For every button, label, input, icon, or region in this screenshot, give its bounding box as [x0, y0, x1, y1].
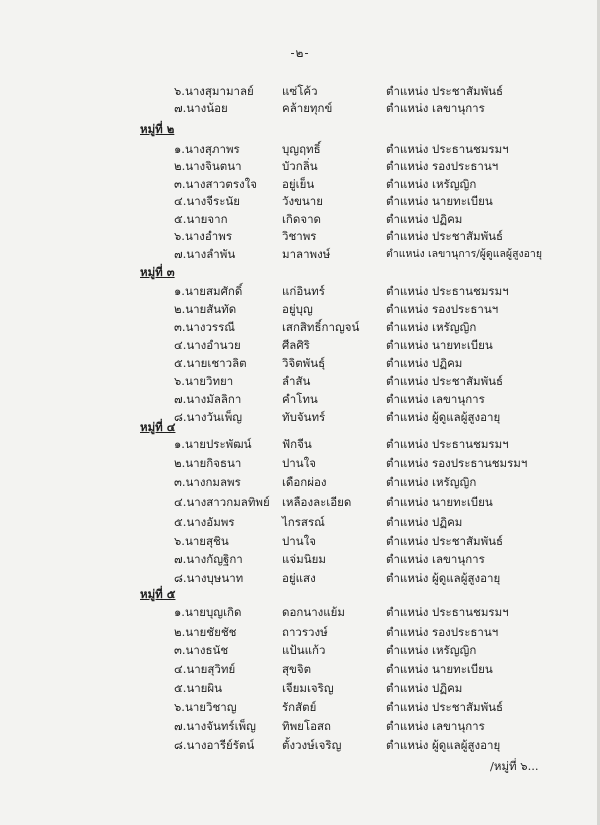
- member-position: ตำแหน่ง เลขานุการ: [386, 552, 485, 566]
- list-item: [0, 551, 600, 568]
- member-name: ๖.นางอำพร: [174, 229, 233, 243]
- list-item: [0, 83, 600, 100]
- list-item: [0, 100, 600, 117]
- list-item: [0, 283, 600, 300]
- member-surname: รักสัตย์: [282, 700, 317, 714]
- member-surname: วิชาพร: [282, 229, 317, 243]
- member-surname: วิจิตพันธุ์: [282, 356, 326, 370]
- member-name: ๒.นายกิจธนา: [174, 456, 242, 470]
- member-surname: แซ่โค้ว: [282, 84, 318, 98]
- member-position: ตำแหน่ง ประธานชมรมฯ: [386, 142, 509, 156]
- member-position: ตำแหน่ง เหรัญญิก: [386, 177, 477, 191]
- member-name: ๓.นางวรรณี: [174, 320, 235, 334]
- list-item: [0, 624, 600, 641]
- member-surname: เดือกผ่อง: [282, 475, 327, 489]
- member-name: ๖.นายวิชาญ: [174, 700, 237, 714]
- member-position: ตำแหน่ง รองประธานฯ: [386, 159, 499, 173]
- member-name: ๑.นางสุภาพร: [174, 142, 240, 156]
- member-surname: แก่อินทร์: [282, 284, 325, 298]
- member-name: ๔.นางอำนวย: [174, 338, 241, 352]
- member-position: ตำแหน่ง รองประธานฯ: [386, 625, 499, 639]
- member-position: ตำแหน่ง ปฏิคม: [386, 515, 463, 529]
- member-surname: ฟักจีน: [282, 437, 312, 451]
- member-surname: บัวกลิ่น: [282, 159, 318, 173]
- group-heading: หมู่ที่ ๔: [140, 420, 176, 434]
- member-position: ตำแหน่ง นายทะเบียน: [386, 662, 493, 676]
- member-position: ตำแหน่ง รองประธานชมรมฯ: [386, 456, 528, 470]
- list-item: [0, 373, 600, 390]
- list-item: [0, 355, 600, 372]
- member-name: ๑.นายสมศักดิ์: [174, 284, 243, 298]
- member-name: ๒.นายชัยชัช: [174, 625, 237, 639]
- member-surname: สุขจิต: [282, 662, 312, 676]
- member-position: ตำแหน่ง ประชาสัมพันธ์: [386, 534, 504, 548]
- group-heading: หมู่ที่ ๕: [140, 587, 176, 601]
- member-surname: ดอกนางแย้ม: [282, 605, 346, 619]
- member-surname: ถาวรวงษ์: [282, 625, 328, 639]
- member-surname: เสกสิทธิ์กาญจน์: [282, 320, 360, 334]
- group-heading: หมู่ที่ ๒: [140, 122, 175, 136]
- list-item: [0, 141, 600, 158]
- member-position: ตำแหน่ง ผู้ดูแลผู้สูงอายุ: [386, 571, 501, 585]
- member-name: ๑.นายบุญเกิด: [174, 605, 242, 619]
- member-name: ๕.นายผิน: [174, 681, 223, 695]
- member-surname: คล้ายทุกข์: [282, 101, 333, 115]
- member-position: ตำแหน่ง เลขานุการ: [386, 392, 485, 406]
- member-name: ๖.นายวิทยา: [174, 374, 234, 388]
- member-name: ๘.นางวันเพ็ญ: [174, 410, 243, 424]
- continuation-note: /หมู่ที่ ๖...: [490, 759, 539, 773]
- member-surname: แป้นแก้ว: [282, 643, 326, 657]
- member-position: ตำแหน่ง ประธานชมรมฯ: [386, 605, 509, 619]
- list-item: [0, 680, 600, 697]
- list-item: [0, 391, 600, 408]
- list-item: [0, 533, 600, 550]
- member-name: ๒.นางจินตนา: [174, 159, 242, 173]
- list-item: [0, 176, 600, 193]
- list-item: [0, 604, 600, 621]
- member-surname: วังขนาย: [282, 194, 323, 208]
- member-name: ๑.นายประพัฒน์: [174, 437, 252, 451]
- member-name: ๔.นายสุวิทย์: [174, 662, 236, 676]
- list-item: [0, 319, 600, 336]
- member-name: ๒.นายสันทัด: [174, 302, 237, 316]
- list-item: [0, 699, 600, 716]
- member-position: ตำแหน่ง ผู้ดูแลผู้สูงอายุ: [386, 410, 501, 424]
- list-item: [0, 301, 600, 318]
- list-item: [0, 455, 600, 472]
- member-name: ๔.นางสาวกมลทิพย์: [174, 495, 270, 509]
- list-item: [0, 193, 600, 210]
- list-item: [0, 661, 600, 678]
- member-position: ตำแหน่ง ปฏิคม: [386, 356, 463, 370]
- member-name: ๔.นางจีระนัย: [174, 194, 240, 208]
- list-item: [0, 436, 600, 453]
- member-position: ตำแหน่ง ผู้ดูแลผู้สูงอายุ: [386, 738, 501, 752]
- list-item: [0, 737, 600, 754]
- member-name: ๘.นางบุษนาท: [174, 571, 244, 585]
- member-surname: บุญฤทธิ์: [282, 142, 321, 156]
- member-position: ตำแหน่ง ประธานชมรมฯ: [386, 437, 509, 451]
- member-surname: เจียมเจริญ: [282, 681, 334, 695]
- page-number: -๒-: [290, 46, 310, 60]
- list-item: [0, 228, 600, 245]
- member-name: ๖.นายสุชิน: [174, 534, 229, 548]
- list-item: [0, 514, 600, 531]
- member-surname: อยู่บุญ: [282, 302, 313, 316]
- member-surname: คำโทน: [282, 392, 318, 406]
- member-surname: แจ่มนิยม: [282, 552, 326, 566]
- member-name: ๕.นายจาก: [174, 212, 228, 226]
- list-item: [0, 718, 600, 735]
- list-item: [0, 246, 600, 263]
- member-position: ตำแหน่ง ประชาสัมพันธ์: [386, 700, 504, 714]
- member-surname: ไกรสรณ์: [282, 515, 325, 529]
- member-position: ตำแหน่ง เหรัญญิก: [386, 643, 477, 657]
- member-surname: เกิดจาด: [282, 212, 322, 226]
- member-surname: ทับจันทร์: [282, 410, 326, 424]
- member-position: ตำแหน่ง เลขานุการ/ผู้ดูแลผู้สูงอายุ: [386, 248, 542, 260]
- member-name: ๗.นางกัญฐิกา: [174, 552, 243, 566]
- member-name: ๕.นางอัมพร: [174, 515, 235, 529]
- member-position: ตำแหน่ง เหรัญญิก: [386, 475, 477, 489]
- member-position: ตำแหน่ง ปฏิคม: [386, 212, 463, 226]
- list-item: [0, 642, 600, 659]
- member-name: ๓.นางสาวตรงใจ: [174, 177, 257, 191]
- member-position: ตำแหน่ง นายทะเบียน: [386, 495, 493, 509]
- member-surname: เหลืองละเอียด: [282, 495, 352, 509]
- member-surname: ศีลศิริ: [282, 338, 310, 352]
- member-surname: ปานใจ: [282, 456, 316, 470]
- member-surname: อยู่แสง: [282, 571, 316, 585]
- member-name: ๓.นางธนัช: [174, 643, 229, 657]
- member-position: ตำแหน่ง ประชาสัมพันธ์: [386, 229, 504, 243]
- member-position: ตำแหน่ง ประธานชมรมฯ: [386, 284, 509, 298]
- member-name: ๗.นางจันทร์เพ็ญ: [174, 719, 256, 733]
- list-item: [0, 494, 600, 511]
- member-position: ตำแหน่ง ประชาสัมพันธ์: [386, 374, 504, 388]
- list-item: [0, 570, 600, 587]
- member-position: ตำแหน่ง เหรัญญิก: [386, 320, 477, 334]
- group-heading: หมู่ที่ ๓: [140, 265, 175, 279]
- list-item: [0, 409, 600, 426]
- member-name: ๘.นางอารีย์รัตน์: [174, 738, 255, 752]
- member-name: ๗.นางลำพัน: [174, 247, 236, 261]
- list-item: [0, 337, 600, 354]
- member-position: ตำแหน่ง ประชาสัมพันธ์: [386, 84, 504, 98]
- member-surname: ทิพยโอสถ: [282, 719, 331, 733]
- member-name: ๗.นางมัลลิกา: [174, 392, 242, 406]
- member-position: ตำแหน่ง เลขานุการ: [386, 719, 485, 733]
- member-surname: ลำสัน: [282, 374, 311, 388]
- member-name: ๗.นางน้อย: [174, 101, 228, 115]
- member-position: ตำแหน่ง ปฏิคม: [386, 681, 463, 695]
- list-item: [0, 474, 600, 491]
- member-position: ตำแหน่ง นายทะเบียน: [386, 194, 493, 208]
- member-name: ๕.นายเชาวลิต: [174, 356, 247, 370]
- member-surname: มาลาพงษ์: [282, 247, 331, 261]
- member-position: ตำแหน่ง นายทะเบียน: [386, 338, 493, 352]
- member-surname: ปานใจ: [282, 534, 316, 548]
- member-surname: ตั้งวงษ์เจริญ: [282, 738, 342, 752]
- member-position: ตำแหน่ง เลขานุการ: [386, 101, 485, 115]
- member-surname: อยู่เย็น: [282, 177, 315, 191]
- member-name: ๖.นางสุมามาลย์: [174, 84, 254, 98]
- list-item: [0, 211, 600, 228]
- list-item: [0, 158, 600, 175]
- member-position: ตำแหน่ง รองประธานฯ: [386, 302, 499, 316]
- member-name: ๓.นางกมลพร: [174, 475, 241, 489]
